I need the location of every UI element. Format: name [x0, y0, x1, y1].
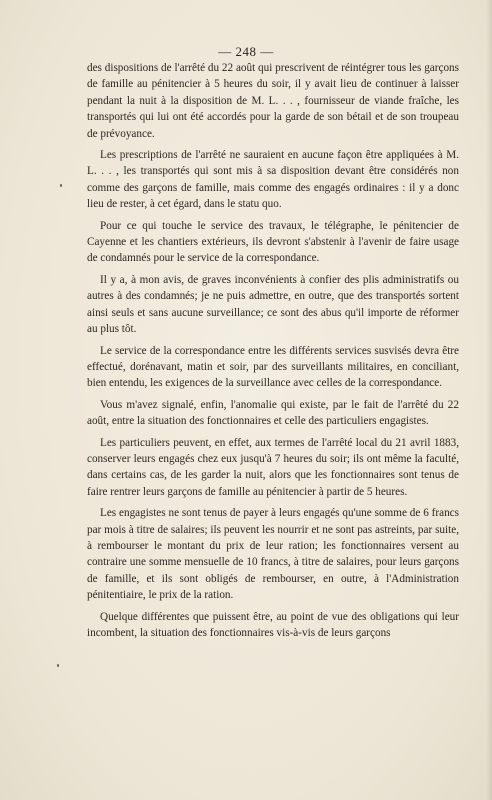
paragraph-2: Les prescriptions de l'arrêté ne sauraient en aucune façon être appliquées à M. L. . . , les transportés qui sont mis à sa disposition devant être considérés non comme des garçons de famille, mais comme des engagés ordinaires : il y a donc lieu de rester, à cet égard, dans le statu quo.	[87, 149, 459, 211]
paragraph-7: Les particuliers peuvent, en effet, aux termes de l'arrêté local du 21 avril 1883, conserver leurs engagés chez eux jusqu'à 7 heures du soir; ils ont même la faculté, dans certains cas, de les garder la nuit, alors que les fonctionnaires sont tenus de faire rentrer leurs garçons de famille au pénitencier à partir de 5 heures.	[87, 436, 459, 498]
paragraph-4: Il y a, à mon avis, de graves inconvénients à confier des plis administratifs ou autres à des condamnés; je ne puis admettre, en outre, que des transportés sortent ainsi seuls et sans aucune surveillance; ce sont des abus qu'il importe de réformer au plus tôt.	[87, 273, 459, 336]
paragraph-6: Vous m'avez signalé, enfin, l'anomalie qui existe, par le fait de l'arrêté du 22 août, entre la situation des fonctionnaires et celle des particuliers engagistes.	[87, 398, 459, 428]
margin-speck	[60, 184, 62, 187]
paragraph-9: Quelque différentes que puissent être, au point de vue des obligations qui leur incombent, la situation des fonctionnaires vis-à-vis de leurs garçons	[87, 610, 459, 639]
paragraph-5: Le service de la correspondance entre les différents services susvisés devra être effectué, dorénavant, matin et soir, par des surveillants militaires, en conciliant, bien entendu, les exigences de la surveillance avec celles de la correspondance.	[87, 344, 459, 390]
page-number: — 248 —	[218, 44, 274, 59]
page-edge-shadow	[486, 0, 492, 800]
paragraph-8: Les engagistes ne sont tenus de payer à leurs engagés qu'une somme de 6 francs par mois à titre de salaires; ils peuvent les nourrir et ne sont pas astreints, par suite, à rembourser le montant du prix de leur ration; les fonctionnaires versent au contraire une somme mensuelle de 10 francs, à titre de salaires, pour leurs garçons de famille, et ils sont obligés de rembourser, en outre, à l'Administration pénitentiaire, le prix de la ration.	[87, 507, 459, 602]
body-text	[87, 60, 459, 646]
margin-speck	[57, 664, 59, 667]
paragraph-3: Pour ce qui touche le service des travaux, le télégraphe, le pénitencier de Cayenne et les chantiers extérieurs, ils devront s'abstenir à l'avenir de faire usage de condamnés pour le service de la correspondance.	[87, 219, 459, 265]
paragraph-1: des dispositions de l'arrêté du 22 août qui prescrivent de réintégrer tous les garçons de famille au pénitencier à 5 heures du soir, il y avait lieu de continuer à laisser pendant la nuit à la disposition de M. L. . . , fournisseur de viande fraîche, les transportés qui lui ont été accordés pour la garde de son bétail et de son troupeau de prévoyance.	[87, 62, 459, 140]
